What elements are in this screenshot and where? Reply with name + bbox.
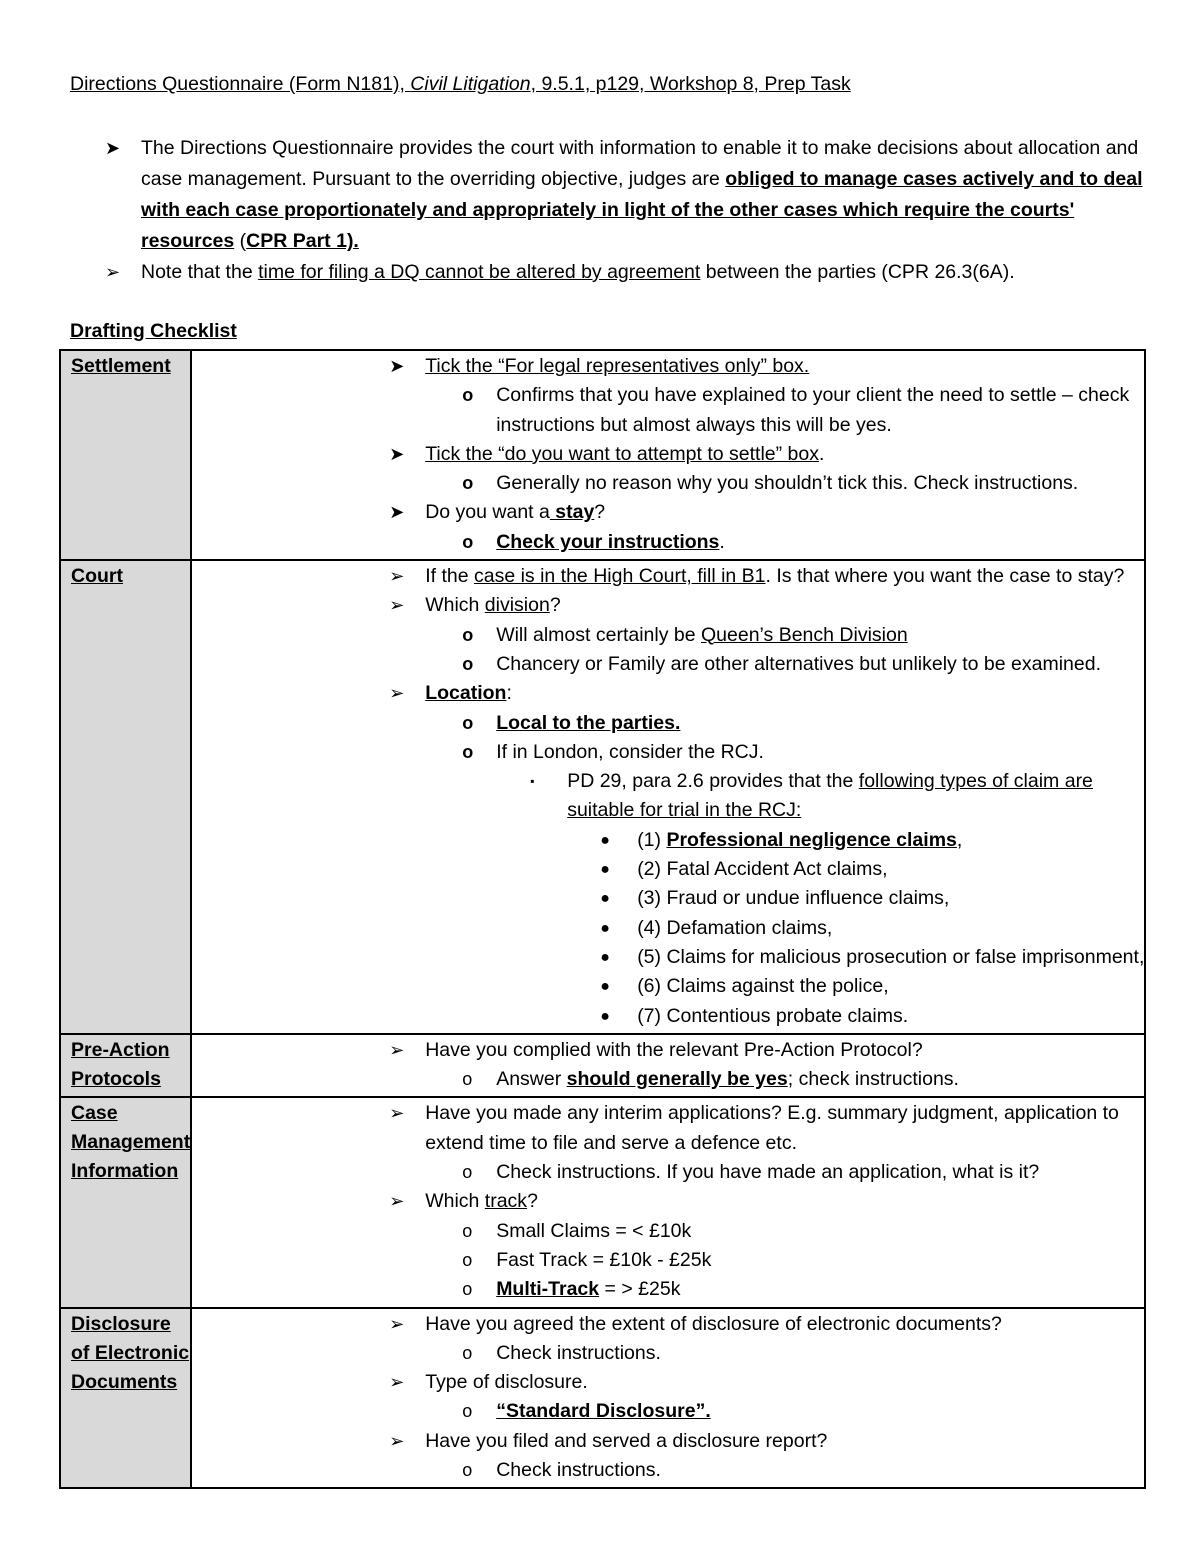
arrow-bullet-icon: ➤ bbox=[389, 443, 405, 464]
list-item: ➢ Type of disclosure. bbox=[192, 1368, 1144, 1397]
circle-bullet-icon: o bbox=[462, 531, 474, 552]
arrow-bullet-icon: ➢ bbox=[389, 683, 405, 704]
list-item: o Generally no reason why you shouldn’t tick this. Check instructions. bbox=[192, 469, 1144, 498]
row-content bbox=[191, 350, 1145, 560]
list-item: ● (5) Claims for malicious prosecution or false imprisonment, bbox=[192, 943, 1144, 972]
row-label: Case Management Information bbox=[60, 1097, 191, 1307]
checklist-heading: Drafting Checklist bbox=[70, 320, 237, 342]
dot-bullet-icon: ● bbox=[600, 948, 610, 966]
list-item: ➢ Location: bbox=[192, 679, 1144, 708]
arrow-bullet-icon: ➢ bbox=[389, 1372, 405, 1393]
row-content bbox=[191, 1034, 1145, 1098]
circle-bullet-icon: o bbox=[462, 1401, 473, 1422]
arrow-bullet-icon: ➢ bbox=[389, 1430, 405, 1451]
list-item: o Small Claims = < £10k bbox=[192, 1217, 1144, 1246]
row-content bbox=[191, 560, 1145, 1034]
list-item: ➤ Tick the “For legal representatives only” box. bbox=[192, 352, 1144, 381]
row-label: Settlement bbox=[60, 350, 191, 560]
circle-bullet-icon: o bbox=[462, 1249, 473, 1270]
arrow-bullet-icon: ➢ bbox=[389, 1039, 405, 1060]
circle-bullet-icon: o bbox=[462, 624, 474, 645]
circle-bullet-icon: o bbox=[462, 1342, 473, 1363]
circle-bullet-icon: o bbox=[462, 1279, 473, 1300]
table-row-settlement bbox=[60, 350, 1145, 560]
circle-bullet-icon: o bbox=[462, 385, 474, 406]
table-row-disclosure bbox=[60, 1308, 1145, 1489]
circle-bullet-icon: o bbox=[462, 1069, 473, 1090]
table-row-case-management bbox=[60, 1097, 1145, 1307]
list-item: o Multi-Track = > £25k bbox=[192, 1275, 1144, 1304]
list-item: ➢ Which division? bbox=[192, 591, 1144, 620]
list-item: o Confirms that you have explained to your client the need to settle – check bbox=[192, 381, 1144, 410]
arrow-bullet-icon: ➢ bbox=[389, 566, 405, 587]
list-item-continued: instructions but almost always this will be yes. bbox=[496, 413, 892, 436]
list-item: o Local to the parties. bbox=[192, 709, 1144, 738]
square-bullet-icon: ▪ bbox=[530, 774, 535, 789]
list-item: ● (3) Fraud or undue influence claims, bbox=[192, 884, 1144, 913]
dot-bullet-icon: ● bbox=[600, 861, 610, 879]
arrow-bullet-icon: ➤ bbox=[389, 502, 405, 523]
arrow-bullet-icon: ➢ bbox=[389, 1191, 405, 1212]
intro-item: ➢ Note that the time for filing a DQ cannot be altered by agreement between the parties (CPR 26.3(6A). bbox=[105, 257, 1145, 288]
dot-bullet-icon: ● bbox=[600, 890, 610, 908]
dot-bullet-icon: ● bbox=[600, 831, 610, 849]
list-item: ● (2) Fatal Accident Act claims, bbox=[192, 855, 1144, 884]
circle-bullet-icon: o bbox=[462, 1162, 473, 1183]
list-item: o Check your instructions. bbox=[192, 528, 1144, 557]
circle-bullet-icon: o bbox=[462, 741, 474, 762]
list-item: ● (7) Contentious probate claims. bbox=[192, 1002, 1144, 1031]
list-item: o If in London, consider the RCJ. bbox=[192, 738, 1144, 767]
list-item: ● (4) Defamation claims, bbox=[192, 914, 1144, 943]
intro-list bbox=[105, 133, 1145, 288]
row-label: Pre-Action Protocols bbox=[60, 1034, 191, 1098]
list-item: o Answer should generally be yes; check instructions. bbox=[192, 1065, 1144, 1094]
list-item: o Chancery or Family are other alternatives but unlikely to be examined. bbox=[192, 650, 1144, 679]
list-item: ➢ Which track? bbox=[192, 1187, 1144, 1216]
row-label: Disclosure of Electronic Documents bbox=[60, 1308, 191, 1489]
dot-bullet-icon: ● bbox=[600, 1007, 610, 1025]
dot-bullet-icon: ● bbox=[600, 978, 610, 996]
arrow-bullet-icon: ➢ bbox=[389, 1313, 405, 1334]
arrow-bullet-icon: ➢ bbox=[105, 262, 121, 282]
list-item: ➢ Have you filed and served a disclosure report? bbox=[192, 1427, 1144, 1456]
list-item: o Check instructions. If you have made an application, what is it? bbox=[192, 1158, 1144, 1187]
page-title: Directions Questionnaire (Form N181), Civil Litigation, 9.5.1, p129, Workshop 8, Prep Task bbox=[70, 73, 851, 95]
table-row-pre-action-protocols bbox=[60, 1034, 1145, 1098]
dot-bullet-icon: ● bbox=[600, 919, 610, 937]
list-item: o Fast Track = £10k - £25k bbox=[192, 1246, 1144, 1275]
circle-bullet-icon: o bbox=[462, 712, 474, 733]
list-item: o Check instructions. bbox=[192, 1456, 1144, 1485]
list-item: o Will almost certainly be Queen’s Bench Division bbox=[192, 621, 1144, 650]
arrow-bullet-icon: ➢ bbox=[389, 595, 405, 616]
drafting-checklist-table bbox=[59, 349, 1146, 1489]
list-item: ● (1) Professional negligence claims, bbox=[192, 826, 1144, 855]
list-item-continued: extend time to file and serve a defence etc. bbox=[425, 1131, 797, 1154]
list-item: o Check instructions. bbox=[192, 1339, 1144, 1368]
arrow-bullet-icon: ➤ bbox=[105, 138, 121, 158]
arrow-bullet-icon: ➤ bbox=[389, 356, 405, 376]
table-row-court bbox=[60, 560, 1145, 1034]
list-item: ➤ Do you want a stay? bbox=[192, 498, 1144, 527]
row-content bbox=[191, 1308, 1145, 1489]
list-item: ➢ Have you made any interim applications? E.g. summary judgment, application to bbox=[192, 1099, 1144, 1128]
list-item: ➢ Have you agreed the extent of disclosure of electronic documents? bbox=[192, 1310, 1144, 1339]
intro-item: ➤ The Directions Questionnaire provides the court with information to enable it to make decisions about allocation and case management. Pursuant to the overriding objective, judges are obliged to manage cases actively and to deal with each case proportionately and appropriately in light of the other cases which require the courts' resources (CPR Part 1). bbox=[105, 133, 1145, 257]
list-item: ▪ PD 29, para 2.6 provides that the following types of claim are suitable for trial in the RCJ: bbox=[192, 767, 1144, 826]
circle-bullet-icon: o bbox=[462, 1220, 473, 1241]
arrow-bullet-icon: ➢ bbox=[389, 1103, 405, 1124]
list-item: ➢ If the case is in the High Court, fill in B1. Is that where you want the case to stay? bbox=[192, 562, 1144, 591]
circle-bullet-icon: o bbox=[462, 1459, 473, 1480]
list-item: ➢ Have you complied with the relevant Pre-Action Protocol? bbox=[192, 1036, 1144, 1065]
list-item: ● (6) Claims against the police, bbox=[192, 972, 1144, 1001]
circle-bullet-icon: o bbox=[462, 473, 474, 494]
circle-bullet-icon: o bbox=[462, 653, 474, 674]
list-item: o “Standard Disclosure”. bbox=[192, 1397, 1144, 1426]
row-content bbox=[191, 1097, 1145, 1307]
list-item: ➤ Tick the “do you want to attempt to settle” box. bbox=[192, 440, 1144, 469]
row-label: Court bbox=[60, 560, 191, 1034]
